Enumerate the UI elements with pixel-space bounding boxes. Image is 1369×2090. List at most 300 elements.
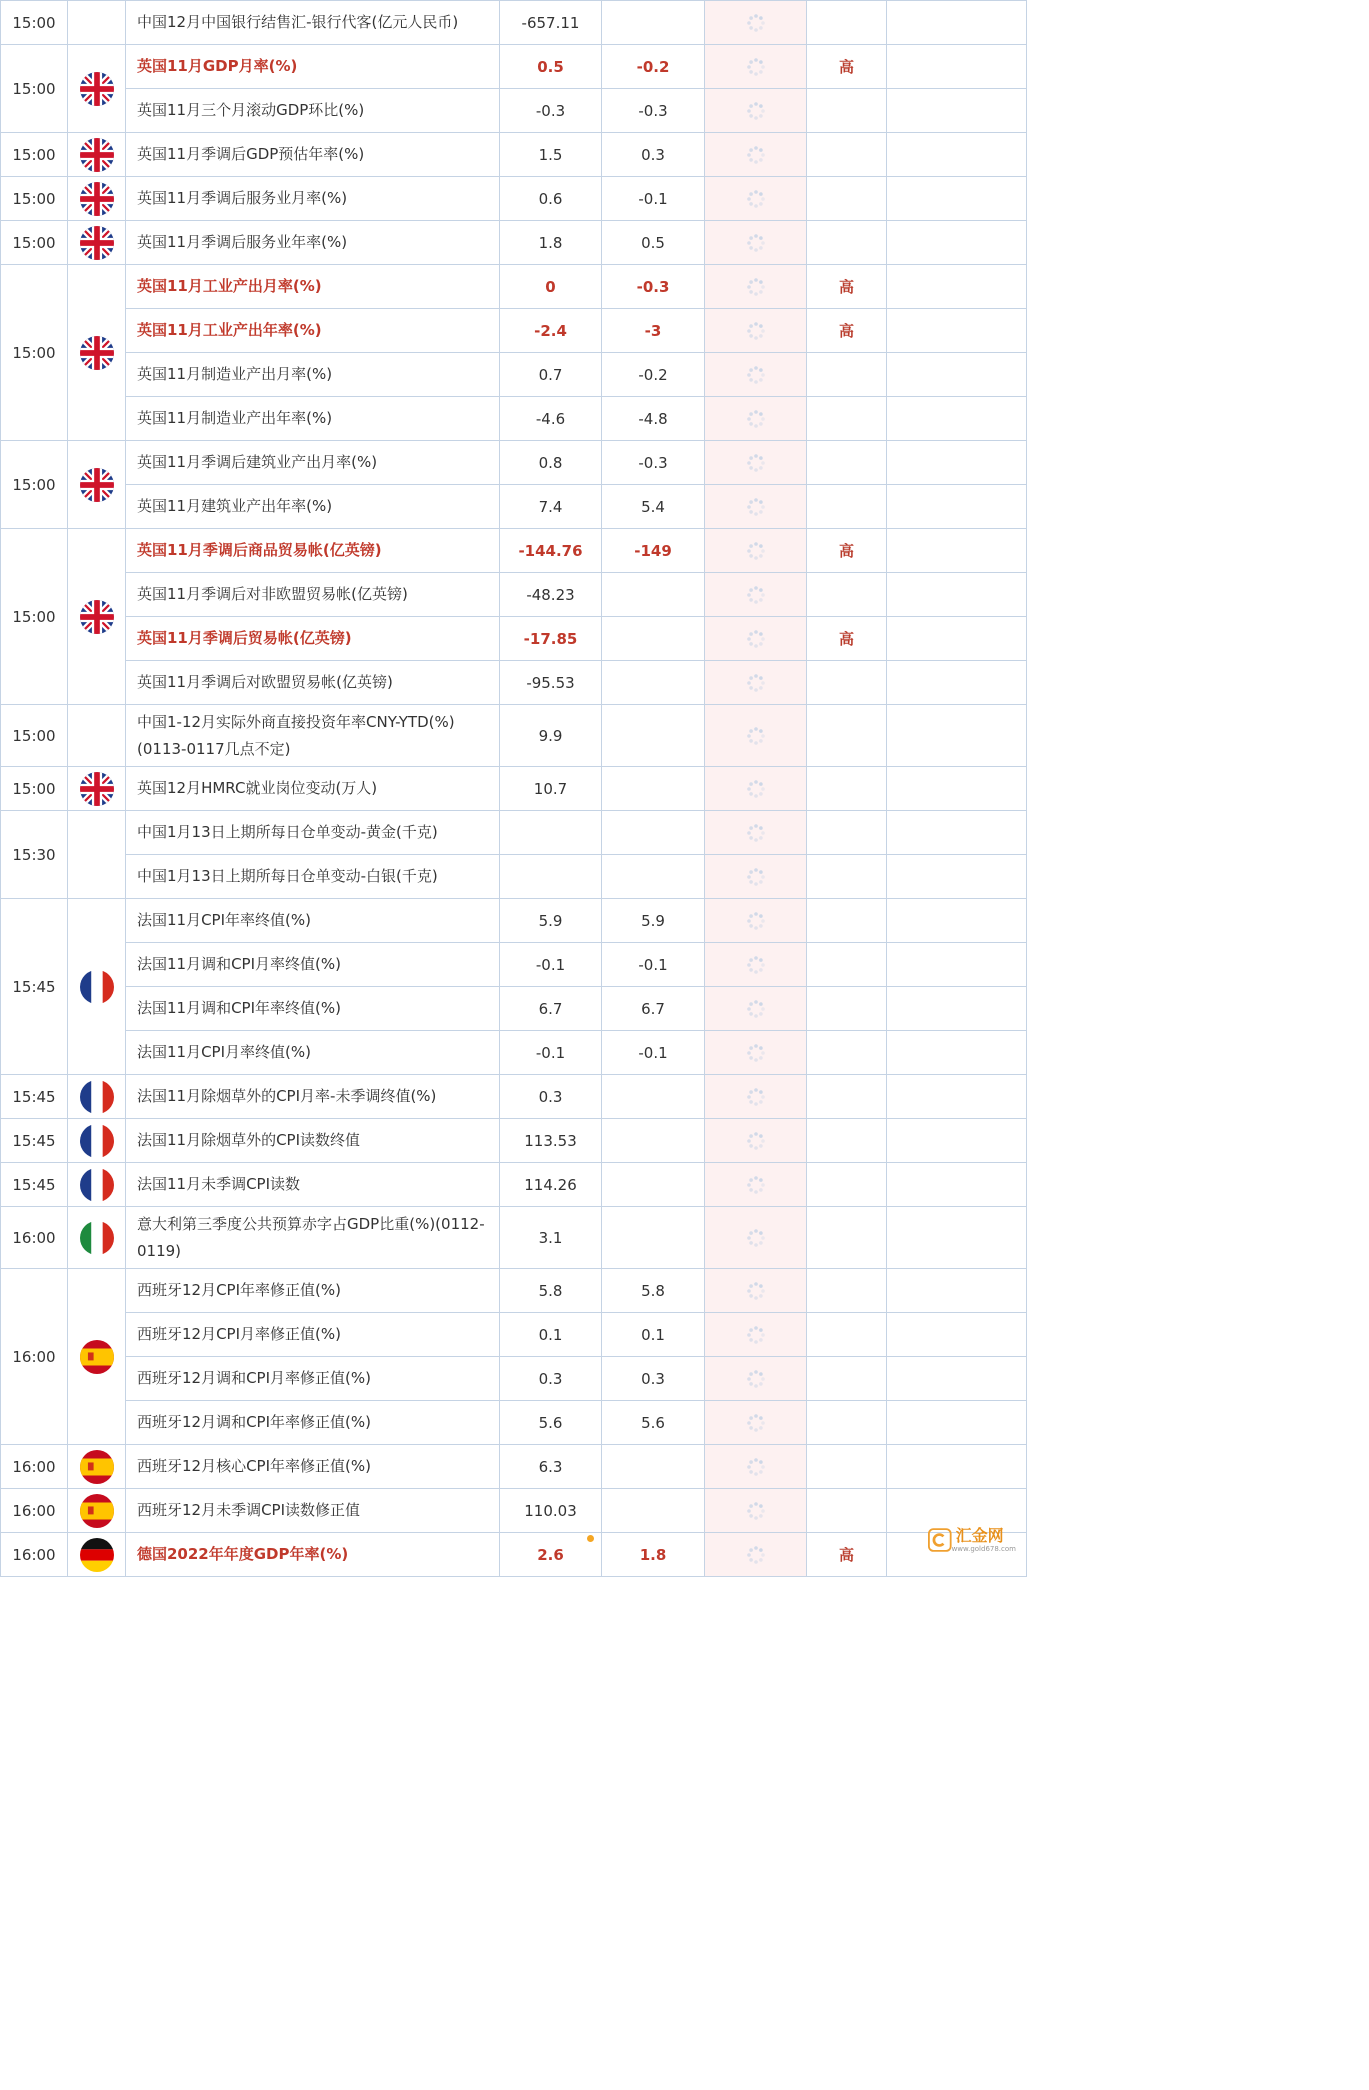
previous-value: 0 [500,265,602,309]
event-name[interactable]: 英国11月制造业产出年率(%) [126,397,500,441]
event-time: 15:45 [1,899,68,1075]
importance-badge [807,899,887,943]
extra-column [887,1119,1027,1163]
loading-spinner-icon [746,1175,766,1195]
extra-column [887,855,1027,899]
importance-badge [807,811,887,855]
importance-badge [807,1401,887,1445]
event-time: 16:00 [1,1269,68,1445]
actual-value-loading [705,1313,807,1357]
importance-badge [807,855,887,899]
loading-spinner-icon [746,1457,766,1477]
table-row [1,1,1027,45]
loading-spinner-icon [746,13,766,33]
actual-value-loading [705,661,807,705]
loading-spinner-icon [746,999,766,1019]
event-time: 15:00 [1,529,68,705]
forecast-value [602,811,705,855]
importance-badge [807,353,887,397]
forecast-value: -0.1 [602,1031,705,1075]
table-row [1,1357,1027,1401]
forecast-value [602,1489,705,1533]
event-name[interactable]: 法国11月调和CPI月率终值(%) [126,943,500,987]
uk-flag-icon [68,45,126,133]
loading-spinner-icon [746,189,766,209]
importance-badge [807,573,887,617]
actual-value-loading [705,45,807,89]
importance-badge [807,1031,887,1075]
event-name[interactable]: 西班牙12月CPI月率修正值(%) [126,1313,500,1357]
table-row [1,1313,1027,1357]
importance-badge [807,1445,887,1489]
importance-badge [807,1269,887,1313]
event-time: 15:00 [1,177,68,221]
importance-badge: 高 [807,529,887,573]
table-row [1,661,1027,705]
loading-spinner-icon [746,726,766,746]
germany-flag-icon [68,1533,126,1577]
actual-value-loading [705,1207,807,1269]
event-name[interactable]: 英国11月GDP月率(%) [126,45,500,89]
france-flag-icon [68,1119,126,1163]
actual-value-loading [705,133,807,177]
uk-flag-icon [68,265,126,441]
loading-spinner-icon [746,233,766,253]
event-name[interactable]: 法国11月CPI年率终值(%) [126,899,500,943]
uk-flag-icon [68,133,126,177]
italy-flag-icon [68,1207,126,1269]
extra-column [887,529,1027,573]
previous-value: -144.76 [500,529,602,573]
loading-spinner-icon [746,541,766,561]
event-time: 15:45 [1,1163,68,1207]
loading-spinner-icon [746,1087,766,1107]
actual-value-loading [705,1163,807,1207]
event-time: 16:00 [1,1207,68,1269]
importance-badge [807,397,887,441]
actual-value-loading [705,1119,807,1163]
event-name[interactable]: 英国11月季调后对非欧盟贸易帐(亿英镑) [126,573,500,617]
actual-value-loading [705,1489,807,1533]
event-name[interactable]: 英国11月季调后GDP预估年率(%) [126,133,500,177]
actual-value-loading [705,1533,807,1577]
previous-value: 1.8 [500,221,602,265]
previous-value: 0.7 [500,353,602,397]
uk-flag-icon [68,767,126,811]
loading-spinner-icon [746,779,766,799]
loading-spinner-icon [746,911,766,931]
uk-flag-icon [68,529,126,705]
extra-column [887,617,1027,661]
previous-value: 1.5 [500,133,602,177]
previous-value: -0.1 [500,1031,602,1075]
event-name[interactable]: 英国11月工业产出年率(%) [126,309,500,353]
table-row [1,1445,1027,1489]
previous-value: 9.9 [500,705,602,767]
previous-value: 0.1 [500,1313,602,1357]
previous-value: 6.7 [500,987,602,1031]
uk-flag-icon [68,177,126,221]
extra-column [887,353,1027,397]
previous-value: 5.6 [500,1401,602,1445]
event-name[interactable]: 英国11月季调后服务业年率(%) [126,221,500,265]
loading-spinner-icon [746,1501,766,1521]
no-flag [68,1,126,45]
forecast-value: 5.6 [602,1401,705,1445]
table-row [1,1207,1027,1269]
event-name[interactable]: 英国12月HMRC就业岗位变动(万人) [126,767,500,811]
event-name[interactable]: 中国1-12月实际外商直接投资年率CNY-YTD(%)(0113-0117几点不定) [126,705,500,767]
forecast-value [602,573,705,617]
importance-badge [807,705,887,767]
importance-badge [807,943,887,987]
event-time: 15:00 [1,45,68,133]
loading-spinner-icon [746,1545,766,1565]
france-flag-icon [68,899,126,1075]
actual-value-loading [705,1357,807,1401]
previous-value: 2.6 [500,1533,602,1577]
uk-flag-icon [68,221,126,265]
actual-value-loading [705,767,807,811]
forecast-value [602,855,705,899]
spain-flag-icon [68,1489,126,1533]
table-row [1,1269,1027,1313]
forecast-value [602,767,705,811]
actual-value-loading [705,177,807,221]
loading-spinner-icon [746,365,766,385]
previous-value: 0.3 [500,1075,602,1119]
importance-badge: 高 [807,617,887,661]
actual-value-loading [705,353,807,397]
importance-badge [807,485,887,529]
actual-value-loading [705,1075,807,1119]
loading-spinner-icon [746,955,766,975]
forecast-value [602,1119,705,1163]
event-name[interactable]: 英国11月季调后商品贸易帐(亿英镑) [126,529,500,573]
extra-column [887,485,1027,529]
importance-badge [807,133,887,177]
previous-value: -2.4 [500,309,602,353]
table-row [1,899,1027,943]
event-name[interactable]: 英国11月建筑业产出年率(%) [126,485,500,529]
forecast-value: -0.1 [602,943,705,987]
event-name[interactable]: 法国11月未季调CPI读数 [126,1163,500,1207]
extra-column [887,1207,1027,1269]
actual-value-loading [705,1401,807,1445]
actual-value-loading [705,811,807,855]
previous-value: -0.3 [500,89,602,133]
event-name[interactable]: 法国11月除烟草外的CPI读数终值 [126,1119,500,1163]
loading-spinner-icon [746,321,766,341]
forecast-value [602,1163,705,1207]
table-row [1,89,1027,133]
importance-badge [807,767,887,811]
event-name[interactable]: 西班牙12月CPI年率修正值(%) [126,1269,500,1313]
loading-spinner-icon [746,1131,766,1151]
event-name[interactable]: 英国11月制造业产出月率(%) [126,353,500,397]
extra-column [887,89,1027,133]
actual-value-loading [705,485,807,529]
importance-badge [807,221,887,265]
table-row [1,617,1027,661]
extra-column [887,221,1027,265]
previous-value: 110.03 [500,1489,602,1533]
forecast-value: 5.4 [602,485,705,529]
actual-value-loading [705,705,807,767]
extra-column [887,1357,1027,1401]
previous-value [500,855,602,899]
importance-badge [807,89,887,133]
actual-value-loading [705,987,807,1031]
event-name[interactable]: 西班牙12月核心CPI年率修正值(%) [126,1445,500,1489]
notice-dot [587,1535,594,1542]
forecast-value: -0.1 [602,177,705,221]
previous-value: 10.7 [500,767,602,811]
actual-value-loading [705,899,807,943]
table-row [1,441,1027,485]
table-row [1,705,1027,767]
extra-column [887,309,1027,353]
event-name[interactable]: 英国11月季调后对欧盟贸易帐(亿英镑) [126,661,500,705]
loading-spinner-icon [746,1325,766,1345]
extra-column [887,1401,1027,1445]
extra-column [887,441,1027,485]
extra-column [887,45,1027,89]
gold678-logo-icon [928,1527,952,1553]
actual-value-loading [705,397,807,441]
loading-spinner-icon [746,101,766,121]
actual-value-loading [705,89,807,133]
event-time: 16:00 [1,1489,68,1533]
previous-value: -48.23 [500,573,602,617]
previous-value: -657.11 [500,1,602,45]
forecast-value: 1.8 [602,1533,705,1577]
event-time: 16:00 [1,1533,68,1577]
event-name[interactable]: 英国11月工业产出月率(%) [126,265,500,309]
event-time: 15:30 [1,811,68,899]
importance-badge [807,1313,887,1357]
table-row [1,811,1027,855]
event-time: 16:00 [1,1445,68,1489]
extra-column [887,133,1027,177]
event-time: 15:00 [1,221,68,265]
loading-spinner-icon [746,1369,766,1389]
france-flag-icon [68,1163,126,1207]
previous-value: 0.3 [500,1357,602,1401]
forecast-value [602,1207,705,1269]
loading-spinner-icon [746,629,766,649]
actual-value-loading [705,1269,807,1313]
event-time: 15:00 [1,767,68,811]
forecast-value: 5.9 [602,899,705,943]
previous-value: -95.53 [500,661,602,705]
event-name[interactable]: 西班牙12月调和CPI年率修正值(%) [126,1401,500,1445]
forecast-value: 0.3 [602,1357,705,1401]
previous-value: -4.6 [500,397,602,441]
extra-column [887,1075,1027,1119]
forecast-value: 5.8 [602,1269,705,1313]
loading-spinner-icon [746,823,766,843]
watermark-url: www.gold678.com [951,1545,1016,1553]
uk-flag-icon [68,441,126,529]
table-row [1,529,1027,573]
previous-value: 5.8 [500,1269,602,1313]
table-row [1,133,1027,177]
previous-value: 0.5 [500,45,602,89]
table-row [1,1119,1027,1163]
event-time: 15:00 [1,705,68,767]
event-time: 15:00 [1,441,68,529]
loading-spinner-icon [746,409,766,429]
extra-column [887,177,1027,221]
forecast-value: -0.3 [602,265,705,309]
spain-flag-icon [68,1445,126,1489]
importance-badge [807,661,887,705]
importance-badge [807,1207,887,1269]
table-row [1,353,1027,397]
event-name[interactable]: 西班牙12月未季调CPI读数修正值 [126,1489,500,1533]
site-watermark [928,1522,1016,1558]
importance-badge [807,1357,887,1401]
actual-value-loading [705,265,807,309]
event-name[interactable]: 英国11月三个月滚动GDP环比(%) [126,89,500,133]
event-name[interactable]: 西班牙12月调和CPI月率修正值(%) [126,1357,500,1401]
actual-value-loading [705,1445,807,1489]
event-time: 15:00 [1,133,68,177]
extra-column [887,899,1027,943]
actual-value-loading [705,441,807,485]
forecast-value: 0.5 [602,221,705,265]
table-row [1,767,1027,811]
previous-value: -0.1 [500,943,602,987]
previous-value: 6.3 [500,1445,602,1489]
previous-value: -17.85 [500,617,602,661]
table-row [1,397,1027,441]
previous-value: 3.1 [500,1207,602,1269]
extra-column [887,1269,1027,1313]
actual-value-loading [705,221,807,265]
previous-value: 113.53 [500,1119,602,1163]
table-row [1,309,1027,353]
table-row [1,1031,1027,1075]
event-time: 15:45 [1,1075,68,1119]
event-name[interactable]: 德国2022年年度GDP年率(%) [126,1533,500,1577]
forecast-value: 6.7 [602,987,705,1031]
event-name[interactable]: 法国11月调和CPI年率终值(%) [126,987,500,1031]
event-name[interactable]: 意大利第三季度公共预算赤字占GDP比重(%)(0112-0119) [126,1207,500,1269]
table-row [1,855,1027,899]
table-row [1,1489,1027,1533]
previous-value: 7.4 [500,485,602,529]
actual-value-loading [705,617,807,661]
loading-spinner-icon [746,1228,766,1248]
forecast-value: -0.2 [602,45,705,89]
event-name[interactable]: 中国1月13日上期所每日仓单变动-黄金(千克) [126,811,500,855]
importance-badge [807,1163,887,1207]
forecast-value [602,617,705,661]
forecast-value [602,1,705,45]
extra-column [887,661,1027,705]
no-flag [68,705,126,767]
event-name[interactable]: 中国12月中国银行结售汇-银行代客(亿元人民币) [126,1,500,45]
loading-spinner-icon [746,453,766,473]
loading-spinner-icon [746,497,766,517]
table-row [1,1075,1027,1119]
table-row [1,177,1027,221]
loading-spinner-icon [746,57,766,77]
importance-badge [807,1489,887,1533]
table-row [1,943,1027,987]
table-row [1,485,1027,529]
extra-column [887,1313,1027,1357]
event-name[interactable]: 英国11月季调后建筑业产出月率(%) [126,441,500,485]
extra-column [887,1163,1027,1207]
forecast-value [602,661,705,705]
importance-badge [807,1,887,45]
forecast-value: -0.3 [602,441,705,485]
watermark-text: 汇金网 [955,1526,1004,1545]
event-name[interactable]: 英国11月季调后服务业月率(%) [126,177,500,221]
table-row [1,1401,1027,1445]
event-name[interactable]: 法国11月除烟草外的CPI月率-未季调终值(%) [126,1075,500,1119]
importance-badge [807,1075,887,1119]
loading-spinner-icon [746,277,766,297]
importance-badge [807,177,887,221]
loading-spinner-icon [746,867,766,887]
forecast-value: 0.3 [602,133,705,177]
table-row [1,573,1027,617]
table-row [1,265,1027,309]
table-row [1,45,1027,89]
forecast-value: -3 [602,309,705,353]
extra-column [887,1,1027,45]
table-row [1,1533,1027,1577]
actual-value-loading [705,309,807,353]
event-name[interactable]: 中国1月13日上期所每日仓单变动-白银(千克) [126,855,500,899]
previous-value: 5.9 [500,899,602,943]
extra-column [887,811,1027,855]
actual-value-loading [705,529,807,573]
forecast-value: -0.2 [602,353,705,397]
france-flag-icon [68,1075,126,1119]
previous-value [500,811,602,855]
table-row [1,1163,1027,1207]
extra-column [887,705,1027,767]
importance-badge: 高 [807,265,887,309]
event-time: 15:45 [1,1119,68,1163]
actual-value-loading [705,1031,807,1075]
actual-value-loading [705,1,807,45]
forecast-value [602,1445,705,1489]
importance-badge: 高 [807,45,887,89]
extra-column [887,767,1027,811]
extra-column [887,397,1027,441]
previous-value: 114.26 [500,1163,602,1207]
extra-column [887,1031,1027,1075]
extra-column [887,265,1027,309]
forecast-value: 0.1 [602,1313,705,1357]
actual-value-loading [705,943,807,987]
importance-badge [807,1119,887,1163]
event-name[interactable]: 英国11月季调后贸易帐(亿英镑) [126,617,500,661]
forecast-value: -0.3 [602,89,705,133]
importance-badge: 高 [807,1533,887,1577]
importance-badge: 高 [807,309,887,353]
forecast-value: -4.8 [602,397,705,441]
loading-spinner-icon [746,1043,766,1063]
event-name[interactable]: 法国11月CPI月率终值(%) [126,1031,500,1075]
extra-column [887,573,1027,617]
